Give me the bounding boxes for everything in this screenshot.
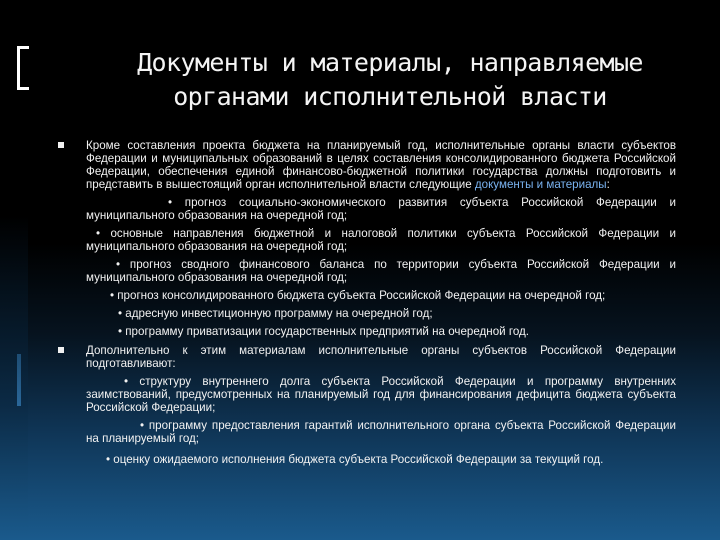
paragraph-1-text: Кроме составления проекта бюджета на планируемый год, исполнительные органы власти субъектов Федерации и муниципальных образований в целях составления консолидированного бюджета Российской Федерации, обеспечения единой финансово-бюджетной политики государства должны подготовить и представить в вышестоящий орган исполнительной власти следующие: [86, 139, 676, 191]
bullet-paragraph-1: [58, 139, 676, 191]
list-item: • структуру внутреннего долга субъекта Российской Федерации и программу внутренних заимствований, предусмотренных на планируемый год для финансирования дефицита бюджета субъекта Российской Федерации;: [86, 375, 676, 414]
paragraph-2-text: Дополнительно к этим материалам исполнительные органы субъектов Российской Федерации подготавливают:: [86, 344, 676, 370]
title-line-1: Документы и материалы, направляемые: [137, 48, 643, 77]
list-item: • адресную инвестиционную программу на очередной год;: [118, 307, 433, 320]
title-line-2: органами исполнительной власти: [173, 82, 607, 111]
lower-accent-decoration: [17, 354, 21, 406]
list-item: • прогноз социально-экономического развития субъекта Российской Федерации и муниципального образования на очередной год;: [86, 196, 676, 222]
list-item: • прогноз консолидированного бюджета субъекта Российской Федерации на очередной год;: [110, 289, 606, 302]
documents-link[interactable]: документы и материалы: [474, 178, 607, 191]
square-bullet-icon: [58, 142, 64, 148]
list-item: • прогноз сводного финансового баланса по территории субъекта Российской Федерации и муниципального образования на очередной год;: [86, 258, 676, 284]
bullet-paragraph-2: [58, 344, 676, 370]
square-bullet-icon: [58, 347, 64, 353]
slide-body: [58, 139, 676, 466]
list-item: • оценку ожидаемого исполнения бюджета субъекта Российской Федерации за текущий год.: [106, 453, 604, 466]
paragraph-1-colon: :: [606, 178, 610, 191]
list-item: • основные направления бюджетной и налоговой политики субъекта Российской Федерации и муниципального образования на очередной год;: [86, 227, 676, 253]
list-item: • программу предоставления гарантий исполнительного органа субъекта Российской Федерации на планируемый год;: [86, 419, 676, 445]
title-bracket-decoration: [17, 46, 29, 90]
list-item: • программу приватизации государственных предприятий на очередной год.: [118, 325, 529, 338]
slide-title: [90, 46, 690, 114]
